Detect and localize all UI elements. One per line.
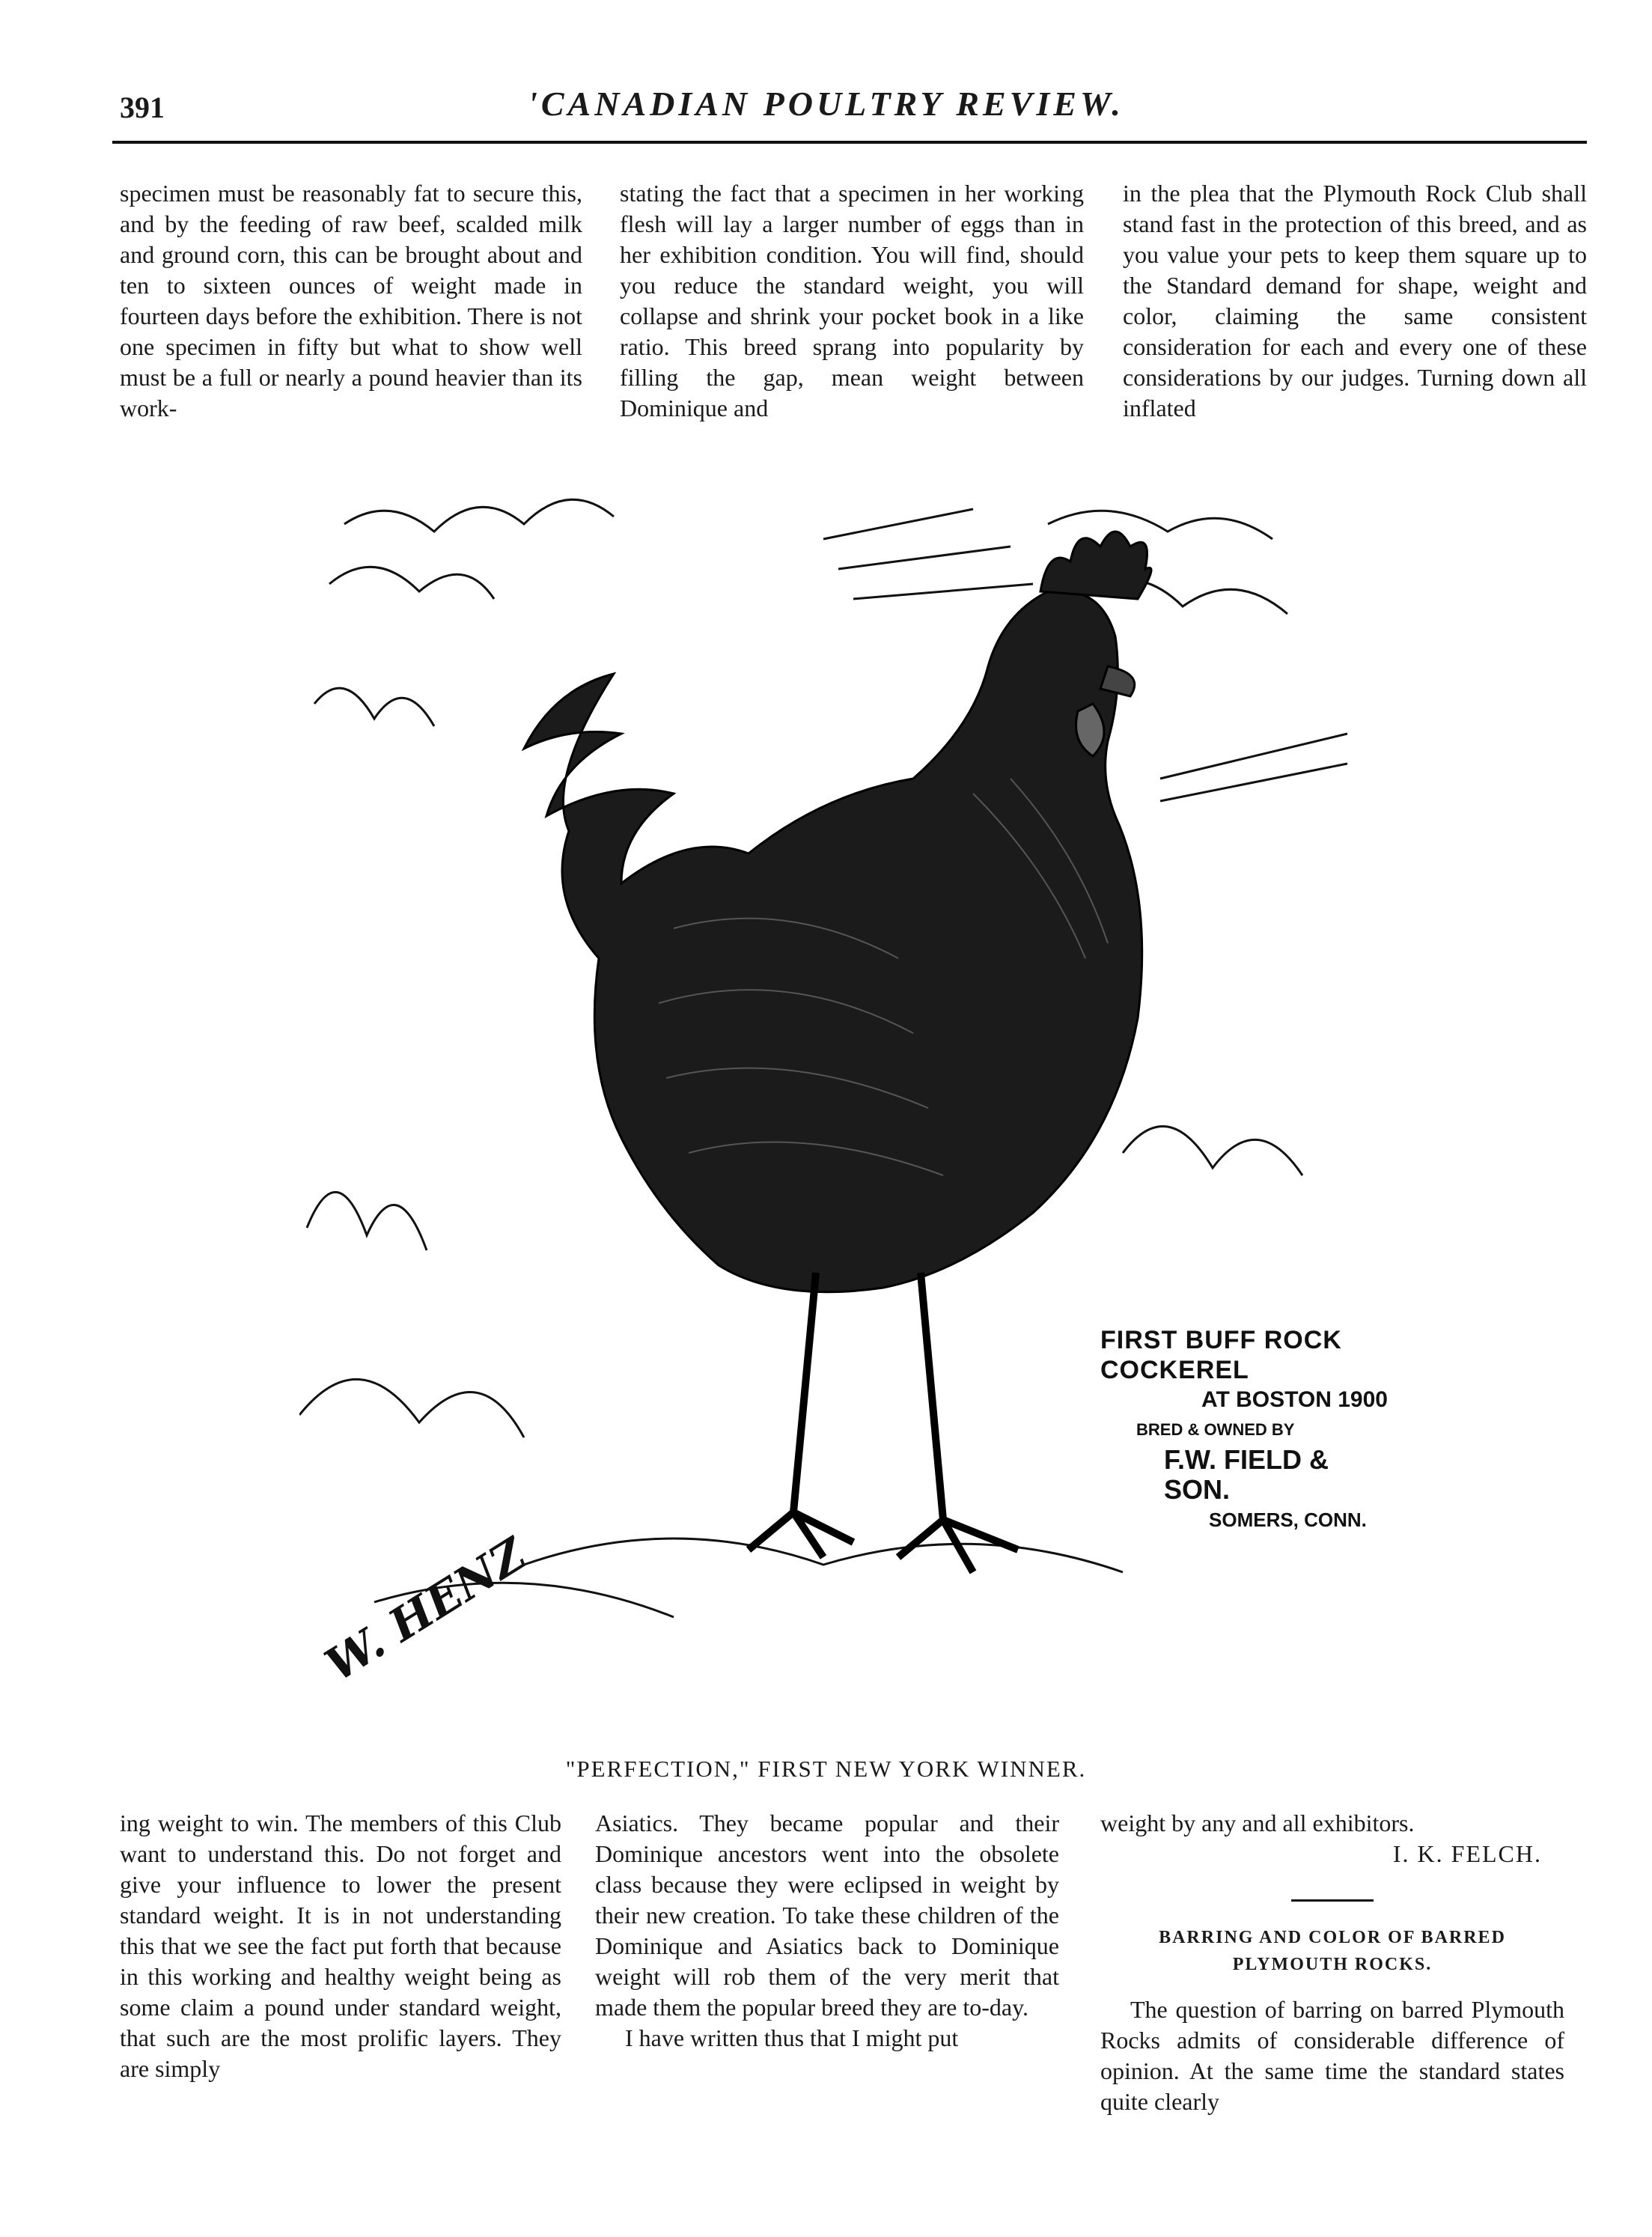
top-column-1 [120,178,582,424]
bottom-column-2 [595,1808,1059,2054]
inset-caption-line: AT BOSTON 1900 [1201,1387,1388,1412]
running-head: 'CANADIAN POULTRY REVIEW. [528,85,1124,123]
bottom-column-1 [120,1808,561,2084]
paragraph: stating the fact that a specimen in her working flesh will lay a larger number of eggs than in her exhibition condition. You will find, should you reduce the standard weight, you will collapse and shrink your pocket book in a like ratio. This breed sprang into popularity by filling the gap, mean weight between Dominique and [620,180,1084,421]
inset-caption-line: FIRST BUFF ROCK COCKEREL [1100,1326,1342,1384]
section-heading: BARRING AND COLOR OF BARRED PLYMOUTH ROCKS. [1159,1928,1506,1974]
paragraph: specimen must be reasonably fat to secure this, and by the feeding of raw beef, scalded milk and ground corn, this can be brought about and ten to sixteen ounces of weight made in fourteen days before the exhibition. There is not one specimen in fifty but what to show well must be a full or nearly a pound heavier than its work- [120,180,582,421]
top-column-3 [1123,178,1587,424]
picture-caption: "PERFECTION," FIRST NEW YORK WINNER. [565,1756,1087,1782]
rooster [524,532,1151,1572]
paragraph: in the plea that the Plymouth Rock Club shall stand fast in the protection of this breed, and as you value your pets to keep them square up to the Standard demand for shape, weight and color, claiming the same consistent consideration for each and every one of these considerations by our judges. Turning down all inflated [1123,180,1587,421]
paragraph: Asiatics. They became popular and their Dominique ancestors went into the obsolete class because they were eclipsed in weight by their new creation. To take these children of the Dominique and Asiatics back to Dominique weight will rob them of the very merit that made them the popular breed they are to-day. [595,1810,1059,2021]
inset-caption [1100,1325,1400,1535]
inset-caption-line: F.W. FIELD & SON. [1164,1444,1329,1505]
artist-signature: W. HENZ [316,1528,536,1692]
page-number: 391 [120,91,165,124]
paragraph: I have written thus that I might put [625,2024,959,2051]
author-signature: I. K. FELCH. [1392,1840,1542,1867]
inset-caption-line: SOMERS, CONN. [1209,1509,1367,1531]
inset-caption-line: BRED & OWNED BY [1136,1420,1295,1439]
bottom-column-3 [1100,1808,1564,2117]
paragraph: The question of barring on barred Plymouth Rocks admits of considerable difference of opinion. At the same time the standard states quite clearly [1100,1996,1564,2115]
top-column-2 [620,178,1084,424]
paragraph: weight by any and all exhibitors. [1100,1810,1415,1836]
paragraph: ing weight to win. The members of this Club want to understand this. Do not forget and give your influence to lower the present standard weight. It is in not understanding this that we see the fact put forth that because in this working and healthy weight being as some claim a pound under standard weight, that such are the most prolific layers. They are simply [120,1810,561,2082]
section-divider [1291,1899,1374,1902]
header-rule [112,141,1587,144]
